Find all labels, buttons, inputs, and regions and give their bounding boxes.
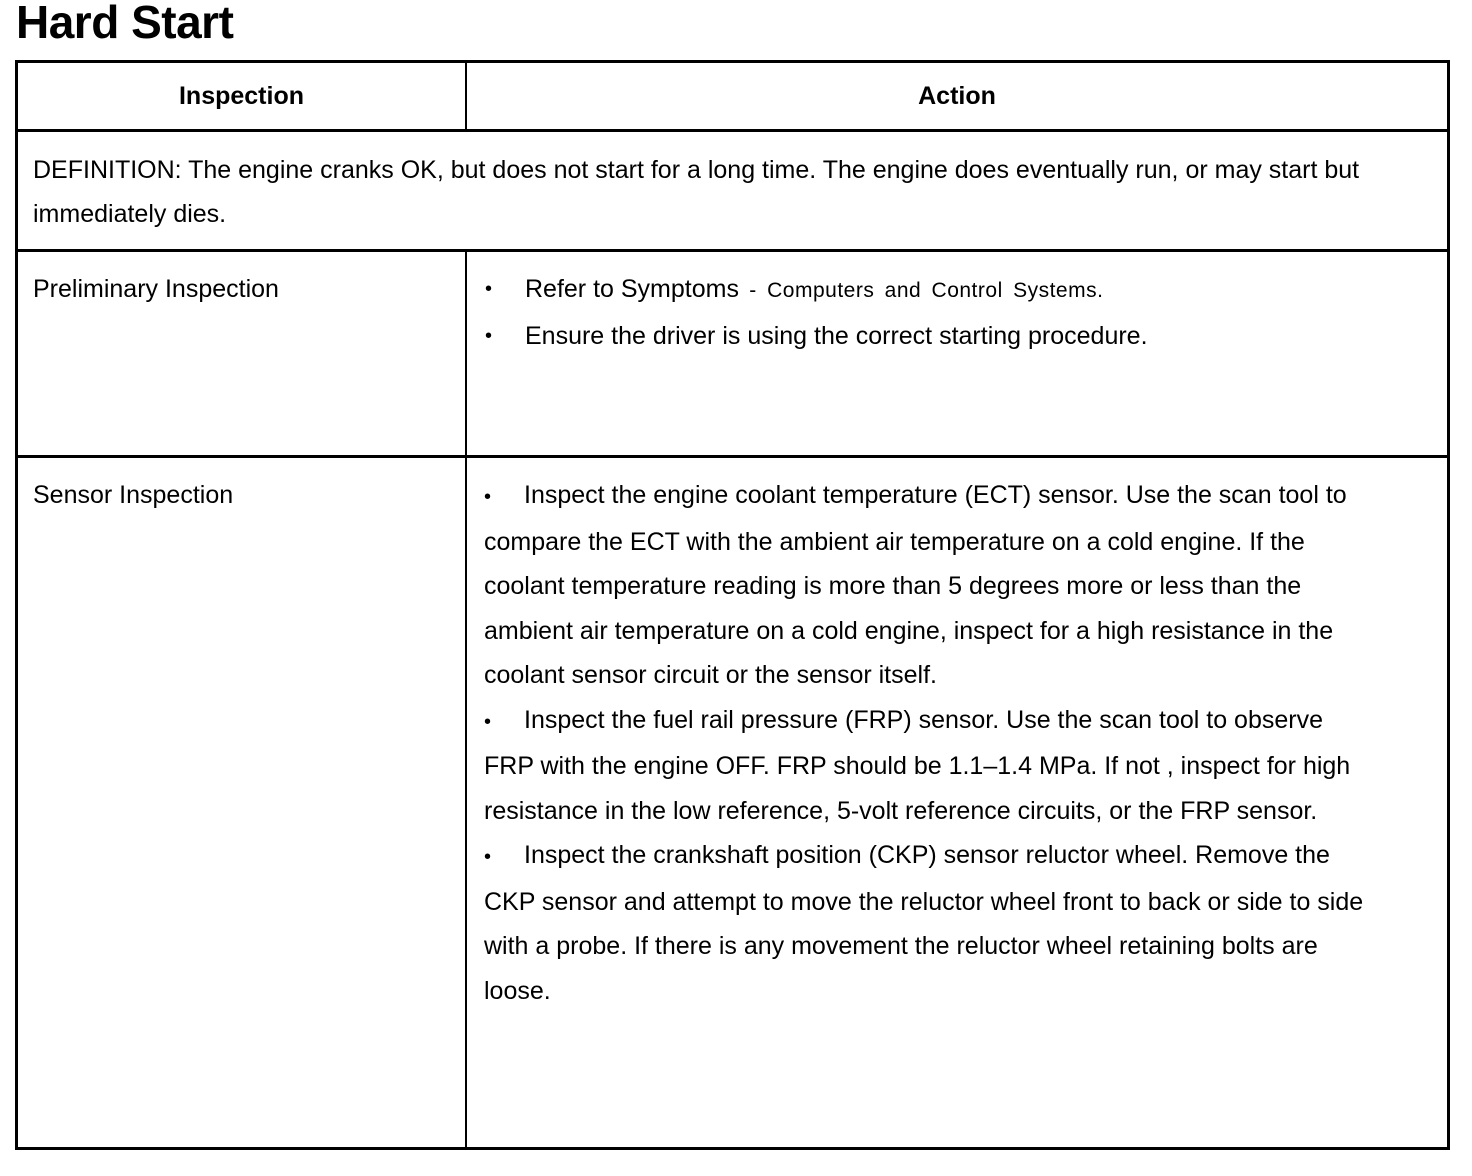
action-item (485, 267, 1425, 314)
bullet-icon: • (485, 324, 493, 347)
action-text: Refer to Symptoms (525, 275, 739, 303)
diagnostic-table (15, 60, 1450, 1150)
column-header-action: Action (918, 82, 996, 110)
table-row-inspection-label: Sensor Inspection (33, 481, 234, 509)
action-text: Inspect the engine coolant temperature (ECT) sensor. Use the scan tool to compare the ECT with the ambient air temperature on a cold engine. If the coolant temperature reading is more than 5 degrees more or less than the ambient air temperature on a cold engine, inspect for a high resistance in the coolant sensor circuit or the sensor itself. (484, 481, 1347, 689)
action-item (484, 833, 1374, 1013)
bullet-icon: • (484, 846, 492, 868)
column-header-inspection: Inspection (178, 82, 304, 110)
column-divider (465, 63, 467, 129)
bullet-icon: • (485, 278, 493, 300)
action-item (484, 698, 1374, 834)
separator: - (738, 279, 768, 302)
table-row-actions (484, 473, 1374, 1013)
table-row-actions (485, 267, 1425, 358)
bullet-icon: • (484, 710, 492, 733)
action-text: Ensure the driver is using the correct starting procedure. (525, 321, 1148, 350)
table-divider (18, 249, 1447, 252)
action-text: Inspect the fuel rail pressure (FRP) sensor. Use the scan tool to observe FRP with the engine OFF. FRP should be 1.1–1.4 MPa. If not , inspect for high resistance in the low reference, 5-volt reference circuits, or the FRP sensor. (484, 705, 1351, 825)
action-item (484, 473, 1374, 698)
symptoms-link[interactable]: Computers and Control Systems (767, 279, 1098, 302)
definition-text: DEFINITION: The engine cranks OK, but does not start for a long time. The engine does eventually run, or may start but immediately dies. (33, 156, 1360, 228)
period: . (1097, 279, 1104, 302)
page-title: Hard Start (16, 0, 234, 48)
action-item (485, 314, 1425, 359)
bullet-icon: • (484, 486, 492, 508)
table-row-inspection-label: Preliminary Inspection (33, 275, 279, 303)
table-divider (18, 129, 1447, 132)
column-divider (465, 252, 467, 1147)
table-divider (18, 455, 1447, 458)
action-text: Inspect the crankshaft position (CKP) sensor reluctor wheel. Remove the CKP sensor and attempt to move the reluctor wheel front to back or side to side with a probe. If there is any movement the reluctor wheel retaining bolts are loose. (484, 841, 1364, 1005)
